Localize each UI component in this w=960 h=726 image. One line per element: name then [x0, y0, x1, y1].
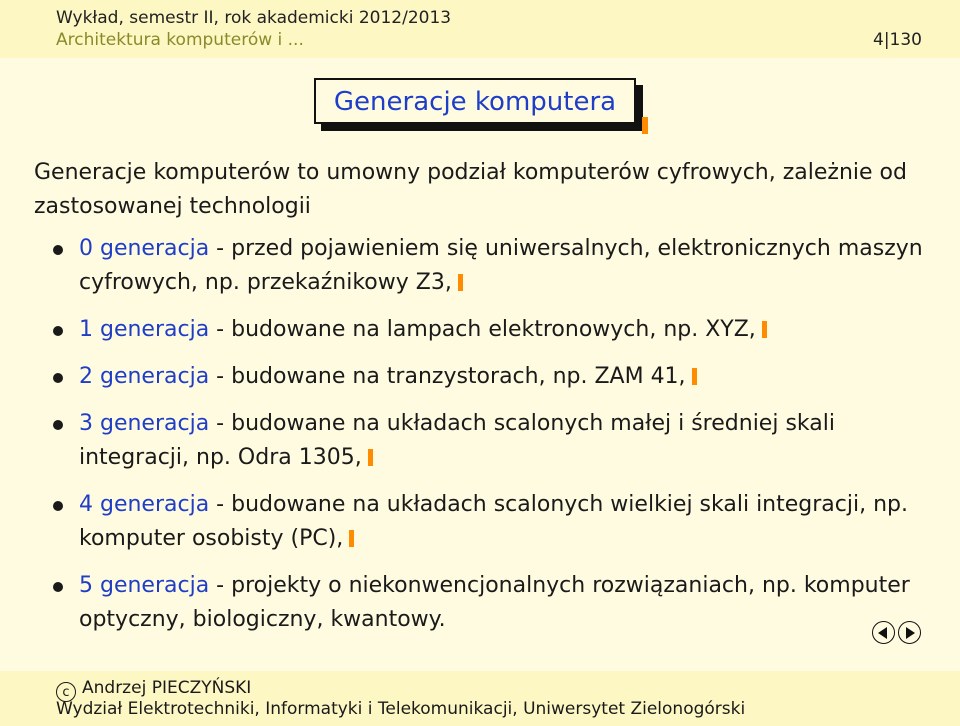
list-item	[0, 313, 929, 347]
bullet-icon	[53, 326, 63, 336]
pause-marker-icon	[349, 530, 354, 547]
generation-text: - projekty o niekonwencjonalnych rozwiązaniach, np. komputer optyczny, biologiczny, kwantowy.	[79, 573, 910, 632]
intro-paragraph: Generacje komputerów to umowny podział komputerów cyfrowych, zależnie od zastosowanej technologii	[34, 160, 907, 219]
generation-label: 1 generacja	[79, 317, 210, 342]
slide-navigation	[872, 621, 921, 644]
generation-label: 0 generacja	[79, 236, 210, 261]
previous-slide-button[interactable]	[872, 621, 895, 644]
pause-marker-icon	[692, 368, 697, 385]
slide-title: Generacje komputera	[333, 87, 617, 117]
subject-line: Architektura komputerów i ...	[56, 30, 304, 50]
list-item	[0, 360, 929, 394]
generation-label: 4 generacja	[79, 492, 210, 517]
header-band	[0, 0, 960, 58]
page-number: 4|130	[873, 30, 922, 50]
pause-marker-icon	[762, 321, 767, 338]
generation-text: - budowane na układach scalonych małej i średniej skali integracji, np. Odra 1305,	[79, 411, 835, 470]
bullet-icon	[53, 245, 63, 255]
bullet-icon	[53, 501, 63, 511]
generation-text: - przed pojawieniem się uniwersalnych, elektronicznych maszyn cyfrowych, np. przekaźnikowy Z3,	[79, 236, 923, 295]
pause-marker-icon	[368, 449, 373, 466]
list-item	[0, 407, 929, 475]
faculty-line: Wydział Elektrotechniki, Informatyki i Telekomunikacji, Uniwersytet Zielonogórski	[56, 699, 746, 719]
copyright-icon: c	[56, 682, 76, 702]
pause-marker-icon	[458, 274, 463, 291]
arrow-right-icon	[906, 627, 915, 639]
arrow-left-icon	[878, 627, 887, 639]
bullet-icon	[53, 373, 63, 383]
generation-list	[0, 232, 960, 650]
list-item	[0, 232, 929, 300]
generation-text: - budowane na tranzystorach, np. ZAM 41,	[209, 364, 686, 389]
generation-label: 2 generacja	[79, 364, 210, 389]
generation-text: - budowane na układach scalonych wielkiej skali integracji, np. komputer osobisty (PC),	[79, 492, 908, 551]
list-item	[0, 569, 929, 637]
slide-title-frame	[314, 78, 636, 124]
author-name: Andrzej PIECZYŃSKI	[82, 678, 252, 698]
next-slide-button[interactable]	[898, 621, 921, 644]
bullet-icon	[53, 582, 63, 592]
pause-marker-icon	[642, 117, 648, 134]
generation-text: - budowane na lampach elektronowych, np. XYZ,	[209, 317, 756, 342]
slide-title-box	[314, 78, 636, 124]
generation-label: 3 generacja	[79, 411, 210, 436]
course-line: Wykład, semestr II, rok akademicki 2012/2013	[56, 8, 452, 28]
generation-label: 5 generacja	[79, 573, 210, 598]
list-item	[0, 488, 929, 556]
bullet-icon	[53, 420, 63, 430]
footer-band	[0, 671, 960, 726]
